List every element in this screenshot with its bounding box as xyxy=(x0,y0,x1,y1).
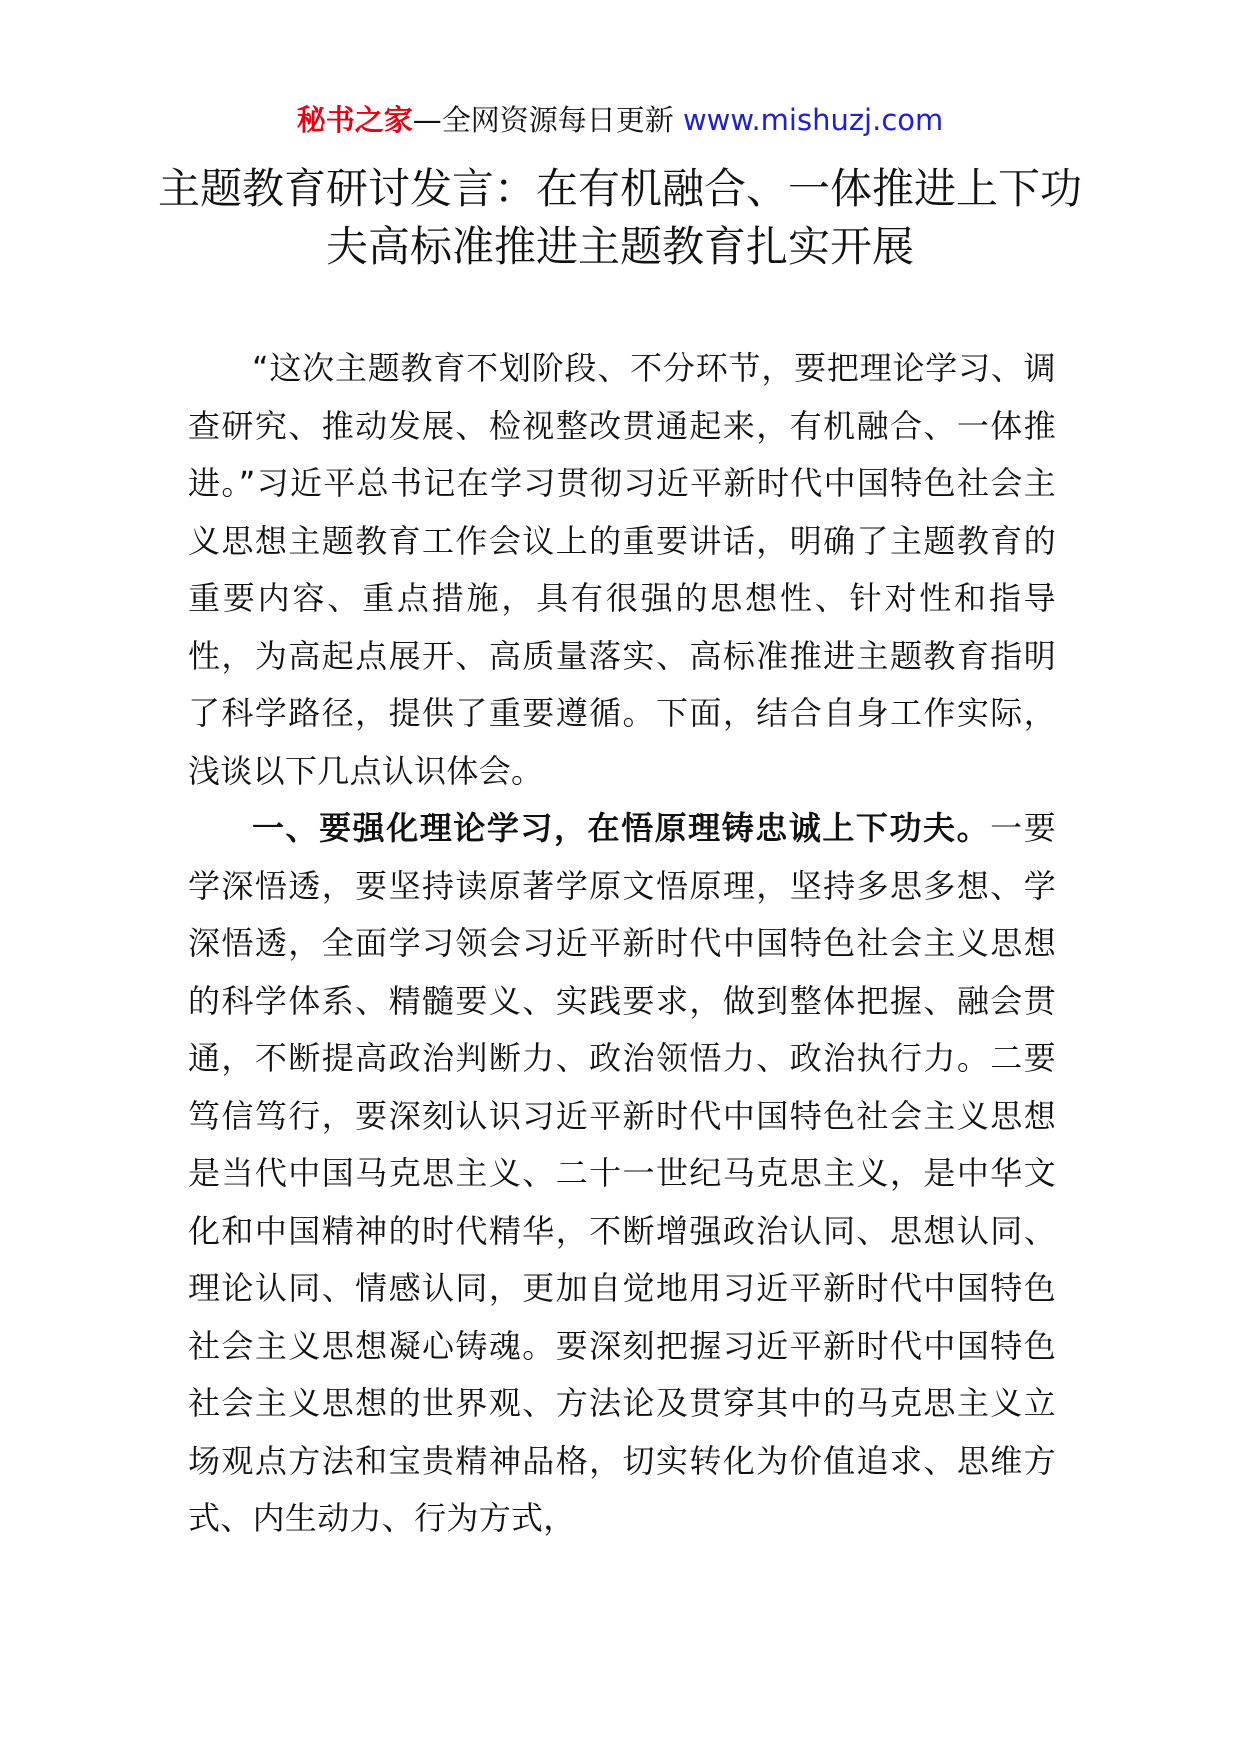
section-one-heading: 一、要强化理论学习，在悟原理铸忠诚上下功夫。 xyxy=(252,809,991,847)
site-header xyxy=(0,100,1240,140)
site-url-link[interactable]: www.mishuzj.com xyxy=(682,103,944,137)
section-one-text: 一要学深悟透，要坚持读原著学原文悟原理，坚持多思多想、学深悟透，全面学习领会习近平新时代中国特色社会主义思想的科学体系、精髓要义、实践要求，做到整体把握、融会贯通，不断提高政治判断力、政治领悟力、政治执行力。二要笃信笃行，要深刻认识习近平新时代中国特色社会主义思想是当代中国马克思主义、二十一世纪马克思主义，是中华文化和中国精神的时代精华，不断增强政治认同、思想认同、理论认同、情感认同，更加自觉地用习近平新时代中国特色社会主义思想凝心铸魂。要深刻把握习近平新时代中国特色社会主义思想的世界观、方法论及贯穿其中的马克思主义立场观点方法和宝贵精神品格，切实转化为价值追求、思维方式、内生动力、行为方式， xyxy=(188,809,1056,1537)
intro-paragraph: “这次主题教育不划阶段、不分环节，要把理论学习、调查研究、推动发展、检视整改贯通起来，有机融合、一体推进。”习近平总书记在学习贯彻习近平新时代中国特色社会主义思想主题教育工作会议上的重要讲话，明确了主题教育的重要内容、重点措施，具有很强的思想性、针对性和指导性，为高起点展开、高质量落实、高标准推进主题教育指明了科学路径，提供了重要遵循。下面，结合自身工作实际，浅谈以下几点认识体会。 xyxy=(188,349,1056,790)
document-title: 主题教育研讨发言：在有机融合、一体推进上下功夫高标准推进主题教育扎实开展 xyxy=(157,164,1082,271)
site-brand: 秘书之家 xyxy=(296,103,413,137)
site-tagline: —全网资源每日更新 xyxy=(412,103,683,137)
section-one-paragraph xyxy=(188,800,1056,1548)
document-body xyxy=(188,340,1056,1548)
